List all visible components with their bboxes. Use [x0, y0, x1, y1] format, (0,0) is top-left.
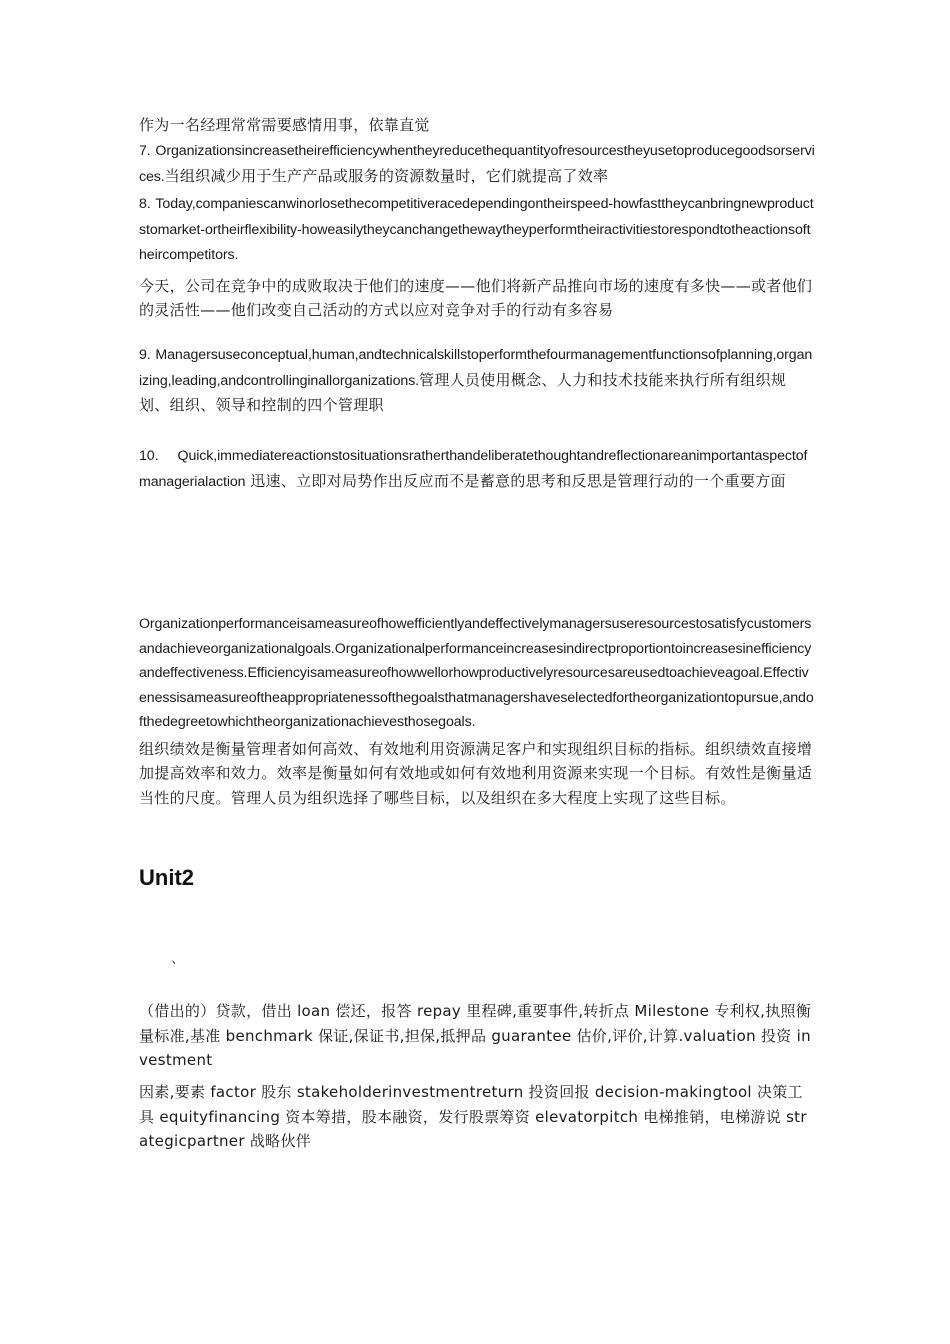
section-heading-unit2: Unit2 [139, 865, 194, 890]
item-chinese-text: 迅速、立即对局势作出反应而不是蓄意的思考和反思是管理行动的一个重要方面 [250, 471, 786, 490]
item-8 [139, 191, 815, 323]
performance-chinese-text: 组织绩效是衡量管理者如何高效、有效地利用资源满足客户和实现组织目标的指标。组织绩效直接增加提高效率和效力。效率是衡量如何有效地或如何有效地利用资源来实现一个目标。有效性是衡量适当性的尺度。管理人员为组织选择了哪些目标，以及组织在多大程度上实现了这些目标。 [139, 739, 813, 807]
item-english-text: Organizationsincreasetheirefficiencywhentheyreducethequantityofresourcestheyusetoproducegoodsorservices. [139, 143, 815, 185]
item-chinese-text: 管理人员使用概念、人力和技术技能来执行所有组织规划、组织、领导和控制的四个管理职 [139, 370, 787, 414]
item-english-text: Quick,immediatereactionstosituationsratherthandeliberatethoughtandreflectionareanimportantaspectofmanagerialaction [139, 448, 808, 490]
item-9 [139, 342, 815, 418]
item-10 [139, 443, 815, 494]
vocabulary-block-1 [139, 999, 815, 1073]
vocabulary-block-2 [139, 1080, 815, 1154]
performance-english-text: Organizationperformanceisameasureofhowefficientlyandeffectivelymanagersuseresourcestosatisfycustomersandachieveorganizationalgoals.Organizationalperformanceincreasesindirectproportiontoincreasesinefficiencyandeffectiveness.Efficiencyisameasureofhowwellorhowproductivelyresourcesareusedtoachieveagoal.Effectivenessisameasureoftheappropriatenessofthegoalsthatmanagershaveselectedfortheorganizationtopursue,andofthedegreetowhichtheorganizationachievesthosegoals. [139, 616, 814, 730]
item-number: 10. [139, 448, 159, 464]
paragraph-intro [139, 113, 815, 138]
item-number: 8. [139, 196, 151, 212]
intro-text: 作为一名经理常常需要感情用事，依靠直觉 [139, 116, 430, 134]
item-number: 9. [139, 347, 151, 363]
vocabulary-text: 因素,要素 factor 股东 stakeholderinvestmentreturn 投资回报 decision-makingtool 决策工具 equityfinancing 资本筹措，股本融资，发行股票筹资 elevatorpitch 电梯推销，电梯游说 strategicpartner 战略伙伴 [139, 1083, 807, 1150]
item-number: 7. [139, 143, 151, 159]
performance-paragraph [139, 612, 815, 810]
vocabulary-text: （借出的）贷款，借出 loan 偿还，报答 repay 里程碑,重要事件,转折点 Milestone 专利权,执照衡量标准,基准 benchmark 保证,保证书,担保,抵押品 guarantee 估价,评价,计算.valuation 投资 investment [139, 1002, 812, 1069]
item-7 [139, 138, 815, 189]
punctuation-mark: 、 [171, 951, 185, 967]
item-english-text: Today,companiescanwinorlosethecompetitiveracedependingontheirspeed-howfasttheycanbringnewproductstomarket-ortheirflexibility-howeasilytheycanchangethewaytheyperformtheiractivitiestorespondtotheactionsoftheircompetitors. [139, 196, 814, 263]
item-chinese-text: 当组织减少用于生产产品或服务的资源数量时，它们就提高了效率 [164, 166, 609, 185]
item-english-text: Managersuseconceptual,human,andtechnicalskillstoperformthefourmanagementfunctionsofplanning,organizing,leading,andcontrollinginallorganizations. [139, 347, 813, 389]
item-chinese-text: 今天，公司在竞争中的成败取决于他们的速度——他们将新产品推向市场的速度有多快——或者他们的灵活性——他们改变自己活动的方式以应对竞争对手的行动有多容易 [139, 276, 813, 319]
